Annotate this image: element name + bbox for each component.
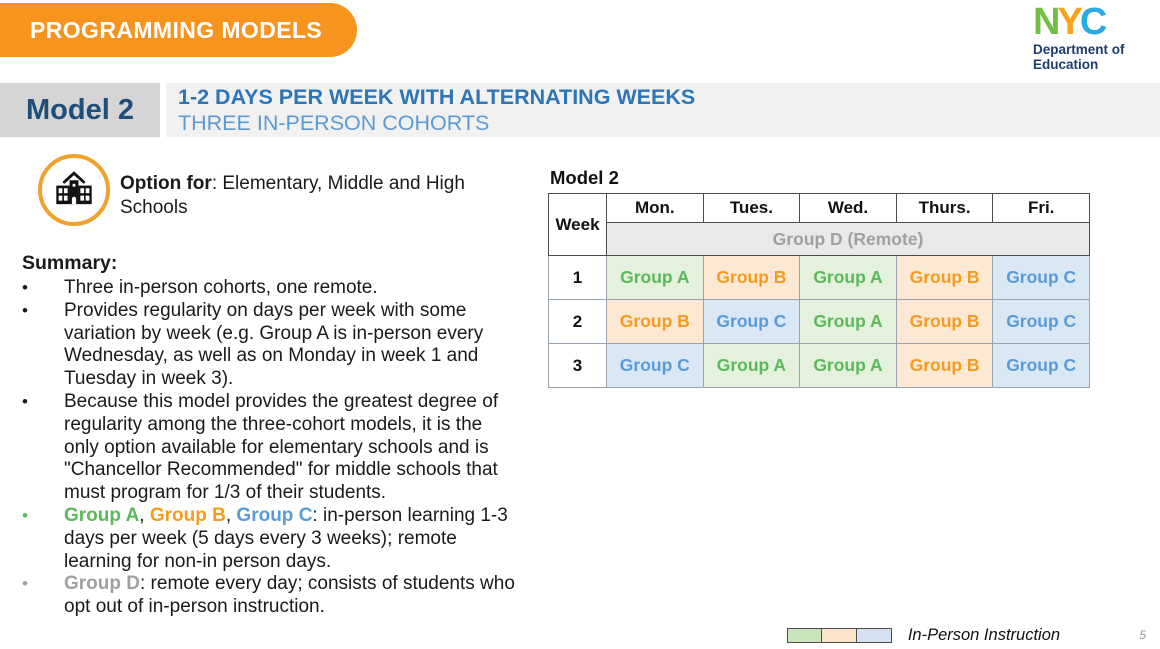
summary-bullet [22, 277, 522, 300]
summary-bullet [22, 573, 522, 619]
in-person-legend [787, 626, 1060, 645]
week-number-cell: 3 [549, 344, 607, 388]
group-B-cell: Group B [607, 300, 704, 344]
group-A-cell: Group A [800, 344, 897, 388]
group-B-label: Group B [149, 504, 226, 526]
schedule-table-caption: Model 2 [550, 167, 619, 188]
bullet-text [64, 277, 522, 300]
bullet-segment: , [139, 504, 150, 526]
page-title: 1-2 DAYS PER WEEK WITH ALTERNATING WEEKS [178, 85, 696, 109]
school-badge [38, 154, 110, 226]
school-building-icon [51, 169, 97, 211]
bullet-segment: : in-person learning 1-3 days per week (5 days every 3 weeks); remote learning for non-in person days. [64, 504, 508, 572]
banner-title: PROGRAMMING MODELS [30, 16, 323, 43]
group-C-cell: Group C [993, 256, 1090, 300]
group-D-label: Group D [64, 573, 140, 595]
programming-models-banner [0, 3, 357, 57]
logo-letter-n: N [1033, 1, 1058, 43]
page-number: 5 [1139, 628, 1146, 642]
bullet-segment: Provides regularity on days per week with some variation by week (e.g. Group A is in-person every Wednesday, as well as on Monday in week 1 and Tuesday in week 3). [64, 299, 484, 390]
bullet-marker-icon: • [22, 300, 28, 320]
legend-label: In-Person Instruction [907, 626, 1061, 644]
week-number-cell: 1 [549, 256, 607, 300]
logo-letter-y: Y [1057, 1, 1080, 43]
group-A-label: Group A [64, 504, 140, 526]
nyc-doe-logo [1033, 1, 1143, 72]
bullet-segment: Because this model provides the greatest degree of regularity among the three-cohort models, it is the only option available for elementary schools and is "Chancellor Recommended" for middle schools that must program for 1/3 of their students. [64, 390, 499, 504]
summary-bullet [22, 505, 522, 573]
bullet-text [64, 391, 522, 505]
legend-swatch [821, 628, 857, 643]
option-for-value: : Elementary, Middle and High Schools [120, 173, 465, 218]
bullet-marker-icon: • [22, 278, 28, 297]
summary-bullet-list [22, 277, 522, 619]
legend-swatch [787, 628, 823, 643]
group-B-cell: Group B [896, 300, 993, 344]
table-row [549, 256, 1090, 300]
group-B-cell: Group B [703, 256, 800, 300]
week-header-cell: Week [549, 194, 607, 256]
page-subtitle: THREE IN-PERSON COHORTS [178, 111, 490, 135]
model-label-box [0, 83, 160, 137]
option-for-text [120, 172, 492, 220]
group-C-cell: Group C [993, 344, 1090, 388]
bullet-text [64, 300, 522, 391]
summary-bullet [22, 300, 522, 391]
table-remote-row [549, 223, 1090, 256]
remote-row-cell: Group D (Remote) [607, 223, 1090, 256]
day-header-cell: Fri. [993, 194, 1090, 223]
bullet-text [64, 573, 522, 619]
group-A-cell: Group A [703, 344, 800, 388]
table-row [549, 344, 1090, 388]
logo-dept-text [1033, 42, 1143, 72]
schedule-table [548, 193, 1090, 388]
bullet-marker-icon: • [22, 574, 28, 594]
group-B-cell: Group B [896, 344, 993, 388]
table-day-header-row [549, 194, 1090, 223]
bullet-segment: Three in-person cohorts, one remote. [64, 277, 378, 298]
schedule-table-area [548, 167, 1090, 388]
summary-bullet [22, 391, 522, 505]
week-number-cell: 2 [549, 300, 607, 344]
group-B-cell: Group B [896, 256, 993, 300]
nyc-logo-letters [1033, 1, 1143, 43]
bullet-text [64, 505, 522, 573]
group-C-cell: Group C [703, 300, 800, 344]
bullet-marker-icon: • [22, 505, 28, 525]
day-header-cell: Mon. [607, 194, 704, 223]
bullet-segment: , [225, 504, 237, 526]
logo-dept-line1: Department of [1033, 42, 1125, 57]
group-C-cell: Group C [607, 344, 704, 388]
logo-dept-line2: Education [1033, 57, 1099, 72]
bullet-marker-icon: • [22, 391, 28, 411]
logo-letter-c: C [1079, 1, 1105, 43]
group-A-cell: Group A [800, 300, 897, 344]
table-row [549, 300, 1090, 344]
legend-swatch [856, 628, 892, 643]
title-bar [166, 83, 1160, 137]
model-label: Model 2 [26, 93, 134, 126]
day-header-cell: Wed. [800, 194, 897, 223]
group-A-cell: Group A [607, 256, 704, 300]
option-for-label: Option for [120, 173, 212, 194]
day-header-cell: Thurs. [896, 194, 993, 223]
group-C-label: Group C [236, 504, 313, 526]
day-header-cell: Tues. [703, 194, 800, 223]
group-A-cell: Group A [800, 256, 897, 300]
group-C-cell: Group C [993, 300, 1090, 344]
bullet-segment: : remote every day; consists of students who opt out of in-person instruction. [64, 573, 515, 618]
summary-heading: Summary: [22, 252, 118, 274]
